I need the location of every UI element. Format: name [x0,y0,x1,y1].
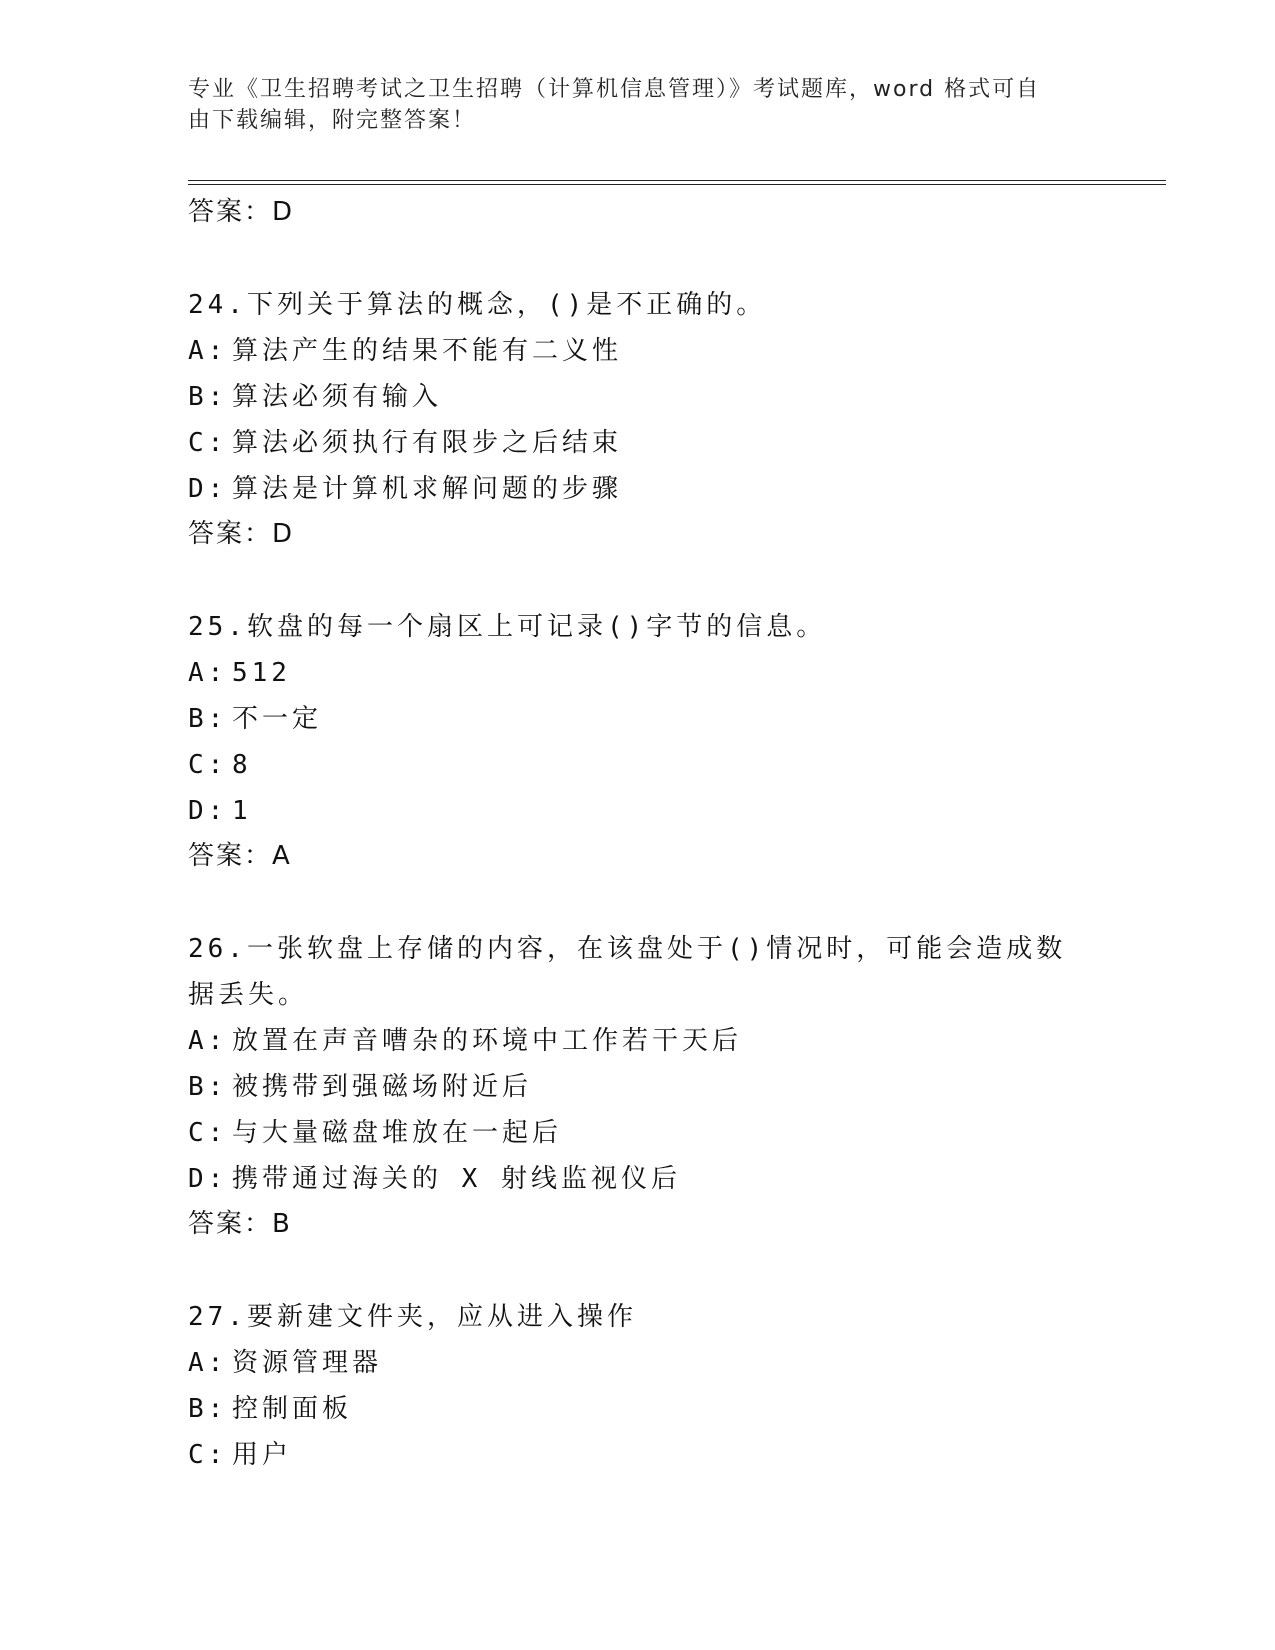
option-text: 控制面板 [232,1394,353,1424]
question-block [188,604,1088,878]
option-letter: B: [188,704,228,734]
header-line-2: 由下载编辑，附完整答案！ [188,108,477,133]
option-text: 放置在声音嘈杂的环境中工作若干天后 [232,1026,743,1056]
option-a [188,1018,1088,1064]
question-block [188,926,1088,1246]
question-block [188,282,1088,556]
option-letter: A: [188,658,228,688]
spacer [188,878,1088,926]
option-letter: A: [188,1348,228,1378]
spacer [188,1246,1088,1294]
option-b [188,1064,1088,1110]
question-text: 26.一张软盘上存储的内容，在该盘处于()情况时，可能会造成数据丢失。 [188,934,1067,1010]
option-text: 用户 [232,1440,293,1470]
option-c [188,1110,1088,1156]
option-c [188,742,1088,788]
option-letter: A: [188,1026,228,1056]
option-text: 8 [232,750,252,780]
question-list [188,190,1088,1478]
answer-line: 答案：B [188,1209,292,1239]
option-text: 不一定 [232,704,323,734]
option-d [188,1156,1088,1202]
answer-line: 答案：A [188,841,292,871]
option-text: 携带通过海关的 X 射线监视仪后 [232,1164,681,1194]
option-letter: D: [188,796,228,826]
option-c [188,420,1088,466]
option-a [188,328,1088,374]
option-letter: C: [188,750,228,780]
answer-line: 答案：D [188,519,295,549]
option-letter: A: [188,336,228,366]
option-letter: C: [188,1118,228,1148]
header-line-1: 专业《卫生招聘考试之卫生招聘（计算机信息管理）》考试题库，word 格式可自 [188,77,1041,102]
option-a [188,650,1088,696]
header-divider-bottom [188,184,1166,185]
question-text: 24.下列关于算法的概念，()是不正确的。 [188,290,767,320]
option-letter: D: [188,474,228,504]
option-a [188,1340,1088,1386]
question-block [188,1294,1088,1478]
question-text: 27.要新建文件夹，应从进入操作 [188,1302,637,1332]
option-letter: C: [188,428,228,458]
option-text: 算法必须执行有限步之后结束 [232,428,623,458]
option-text: 512 [232,658,291,688]
option-text: 算法是计算机求解问题的步骤 [232,474,623,504]
option-b [188,696,1088,742]
option-b [188,374,1088,420]
question-text: 25.软盘的每一个扇区上可记录()字节的信息。 [188,612,827,642]
option-letter: D: [188,1164,228,1194]
header-divider-top [188,180,1166,181]
document-header [188,74,1068,136]
option-text: 1 [232,796,252,826]
option-letter: B: [188,382,228,412]
answer-line: 答案：D [188,197,295,227]
option-d [188,466,1088,512]
option-text: 被携带到强磁场附近后 [232,1072,533,1102]
spacer [188,556,1088,604]
option-text: 算法必须有输入 [232,382,443,412]
option-text: 算法产生的结果不能有二义性 [232,336,623,366]
option-letter: C: [188,1440,228,1470]
option-text: 与大量磁盘堆放在一起后 [232,1118,563,1148]
option-letter: B: [188,1072,228,1102]
option-letter: B: [188,1394,228,1424]
option-c [188,1432,1088,1478]
spacer [188,234,1088,282]
option-d [188,788,1088,834]
option-text: 资源管理器 [232,1348,383,1378]
option-b [188,1386,1088,1432]
